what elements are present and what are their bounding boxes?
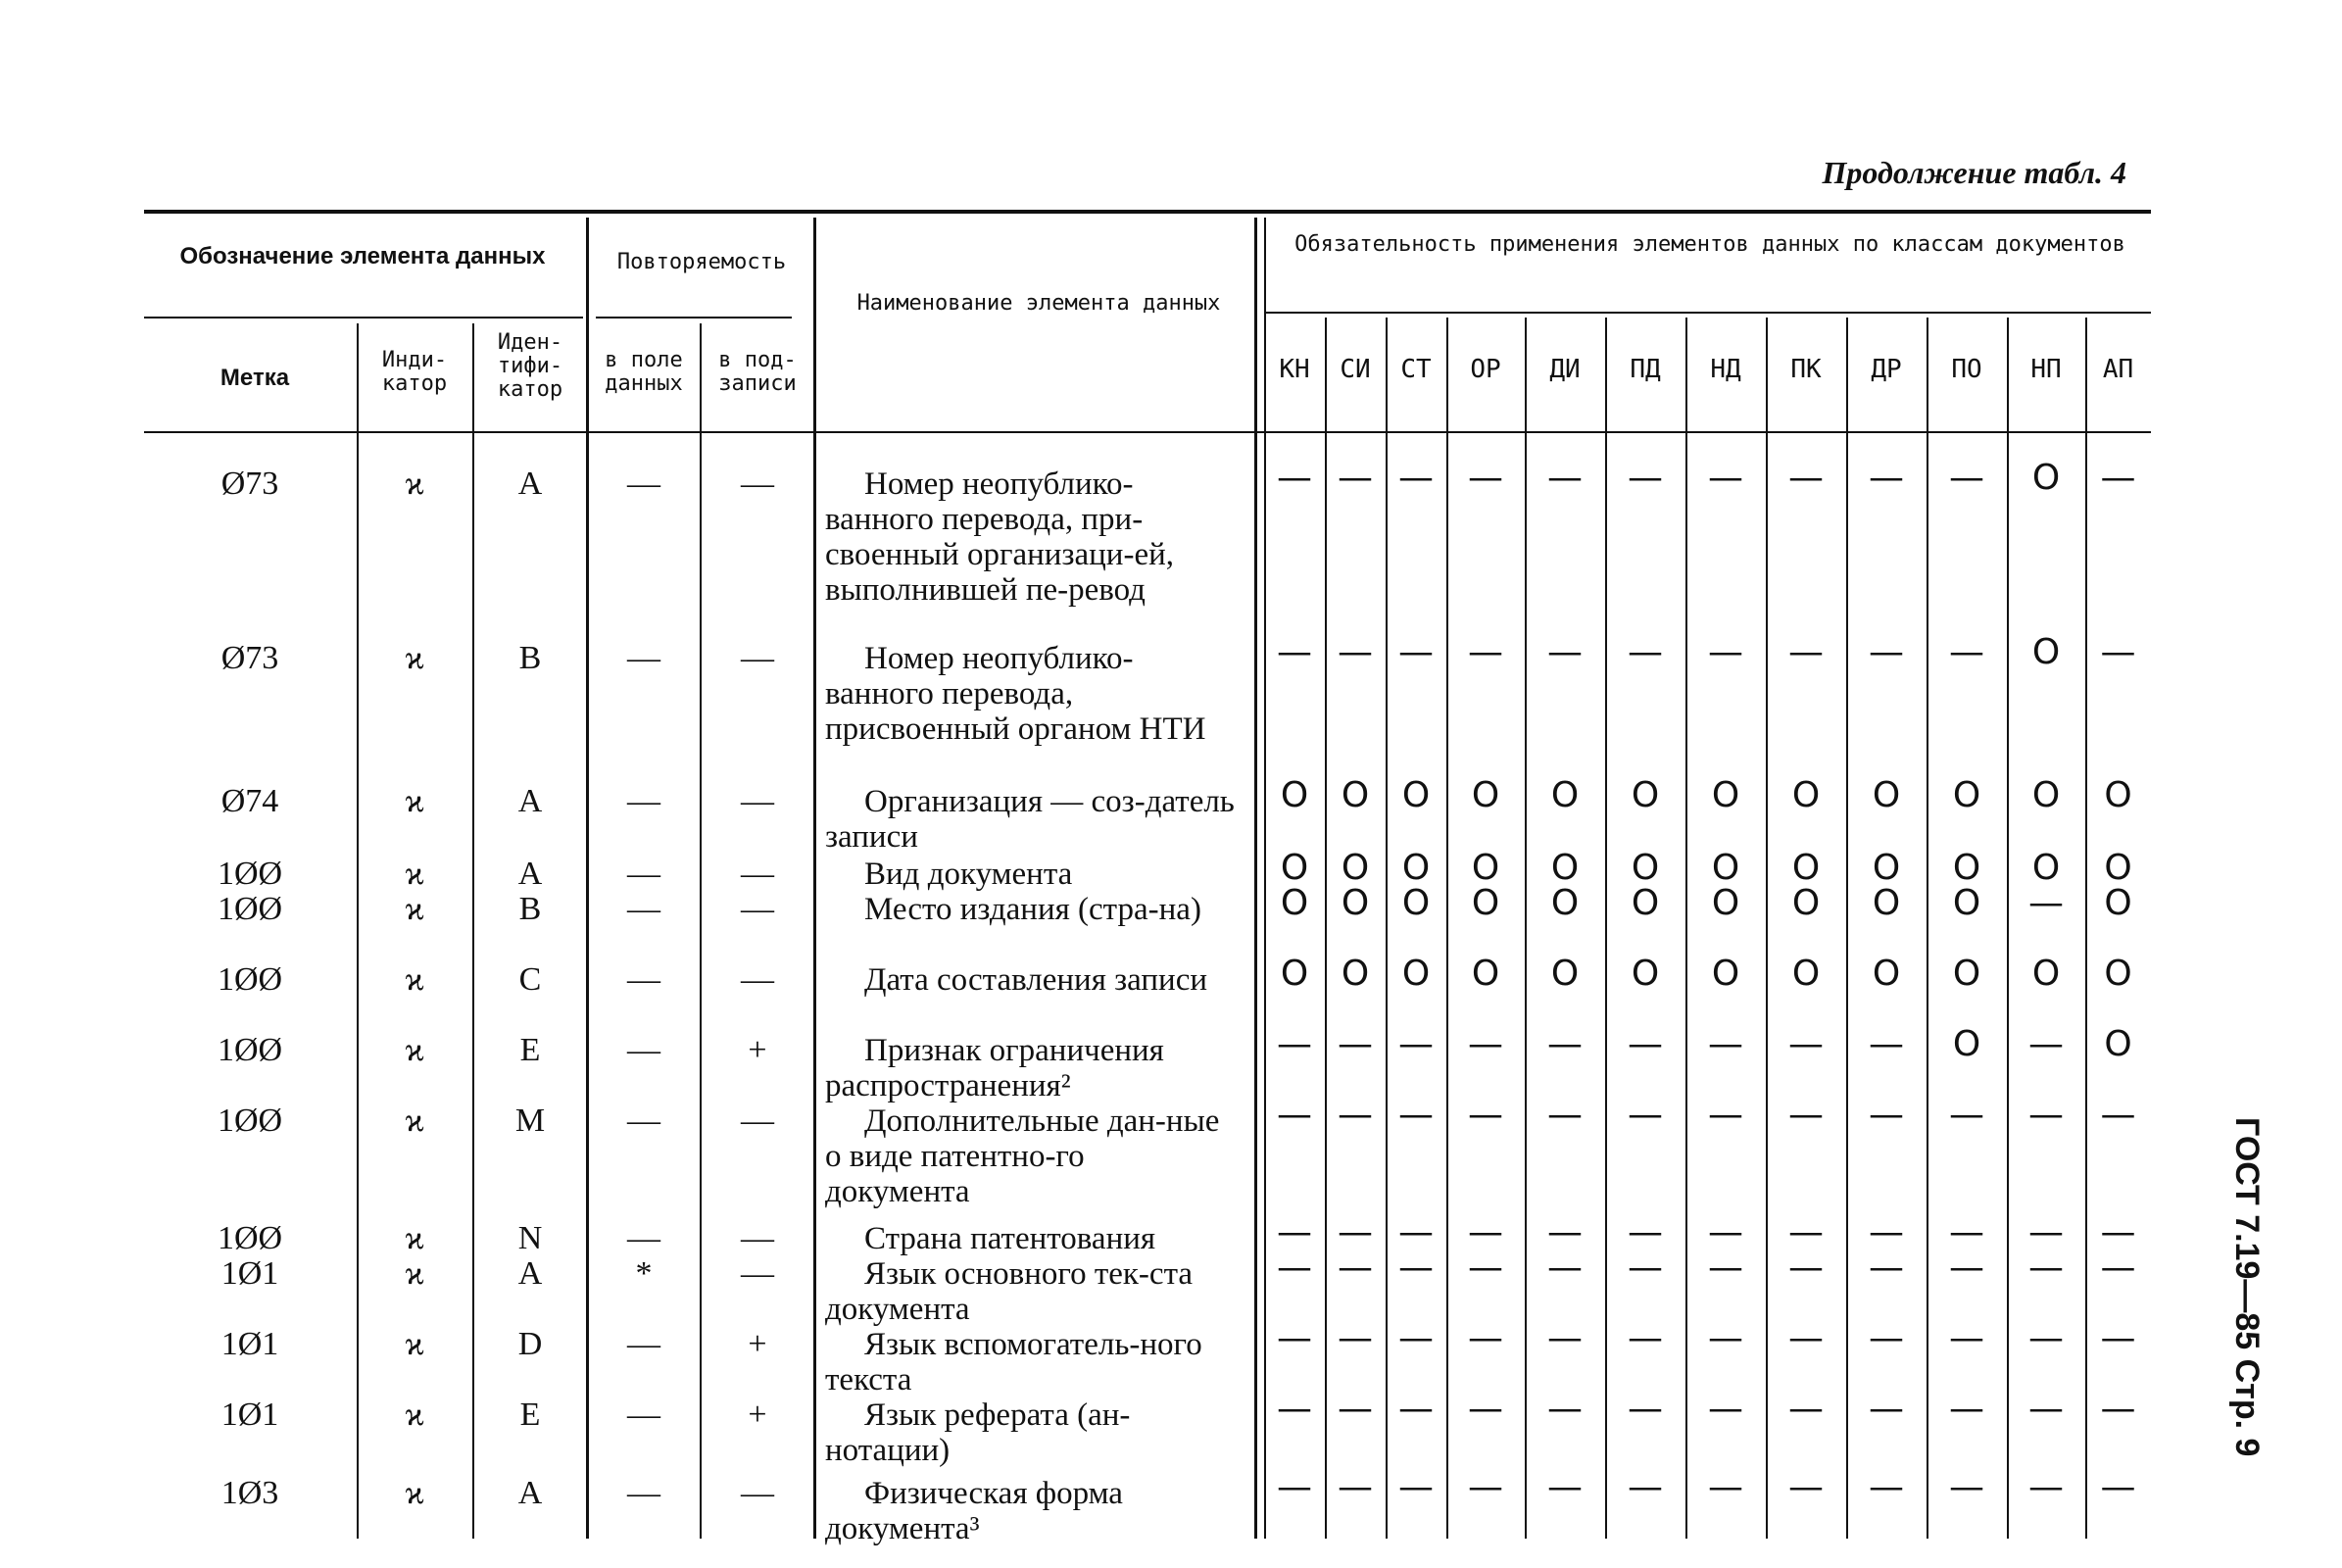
- class-mark: —: [1547, 1389, 1583, 1429]
- class-mark: О: [1550, 848, 1580, 888]
- cell-label: 1ØØ: [217, 961, 283, 998]
- cell-label: 1Ø1: [220, 1326, 279, 1362]
- class-mark: —: [1708, 632, 1743, 672]
- class-mark: —: [1277, 1389, 1312, 1429]
- class-header: ПО: [1951, 355, 1982, 384]
- header-designation: Обозначение элемента данных: [179, 243, 546, 270]
- class-mark: О: [1631, 883, 1660, 923]
- class-header: ОР: [1470, 355, 1501, 384]
- class-mark: О: [1791, 848, 1821, 888]
- class-mark: О: [1872, 954, 1901, 994]
- class-mark: —: [1949, 1389, 1984, 1429]
- cell-repeat-field: —: [627, 1220, 660, 1256]
- class-mark: —: [1277, 1212, 1312, 1252]
- class-mark: —: [1788, 1248, 1824, 1288]
- class-mark: —: [1547, 1318, 1583, 1358]
- class-mark: —: [1949, 1467, 1984, 1507]
- class-mark: О: [1280, 848, 1309, 888]
- cell-element-name: Дополнительные дан-ные о виде патентно-го документа: [825, 1103, 1220, 1209]
- obligation-underline: [1264, 312, 2151, 314]
- cell-repeat-subrecord: —: [741, 1102, 774, 1139]
- class-header: ПД: [1630, 355, 1661, 384]
- header-element-name: Наименование элемента данных: [856, 291, 1221, 316]
- class-mark: —: [1869, 1318, 1904, 1358]
- class-mark: —: [1869, 1095, 1904, 1135]
- class-mark: О: [1631, 848, 1660, 888]
- class-mark: О: [1401, 848, 1431, 888]
- class-mark: —: [1708, 1389, 1743, 1429]
- class-mark: —: [2100, 632, 2136, 672]
- class-header: НД: [1710, 355, 1741, 384]
- cell-element-name: Номер неопублико-ванного перевода, присвоенный органом НТИ: [825, 641, 1206, 747]
- header-repeatability: Повторяемость: [616, 250, 787, 274]
- class-mark: —: [2028, 1095, 2064, 1135]
- class-mark: —: [1398, 1389, 1434, 1429]
- class-mark: О: [1550, 883, 1580, 923]
- class-mark: —: [1628, 1318, 1663, 1358]
- class-mark: —: [1708, 1095, 1743, 1135]
- cell-repeat-subrecord: —: [741, 856, 774, 892]
- class-mark: —: [2028, 1389, 2064, 1429]
- class-mark: О: [2031, 775, 2061, 815]
- cell-indicator: ϰ: [405, 1255, 424, 1292]
- cell-element-name: Язык основного тек-ста документа: [825, 1256, 1194, 1327]
- cell-repeat-field: —: [627, 1032, 660, 1068]
- class-mark: —: [2100, 458, 2136, 498]
- table-top-rule: [144, 210, 2151, 214]
- class-mark: О: [1341, 954, 1370, 994]
- header-label: Метка: [220, 365, 290, 391]
- class-mark: —: [1468, 1212, 1503, 1252]
- class-mark: О: [1550, 775, 1580, 815]
- cell-repeat-subrecord: +: [748, 1396, 767, 1433]
- class-mark: —: [1628, 1024, 1663, 1064]
- repeatability-underline: [596, 317, 792, 318]
- class-mark: —: [1338, 1467, 1373, 1507]
- cell-identifier: E: [519, 1032, 541, 1068]
- class-mark: —: [1398, 1024, 1434, 1064]
- cell-indicator: ϰ: [405, 856, 424, 892]
- class-header: АП: [2102, 355, 2134, 384]
- cell-label: 1Ø3: [220, 1475, 279, 1511]
- cell-repeat-field: —: [627, 783, 660, 819]
- cell-element-name: Вид документа: [864, 857, 1073, 892]
- header-identifier: Иден- тифи- катор: [497, 330, 563, 402]
- class-mark: —: [1398, 1248, 1434, 1288]
- cell-repeat-subrecord: —: [741, 1255, 774, 1292]
- class-mark: О: [1401, 954, 1431, 994]
- cell-repeat-subrecord: —: [741, 1220, 774, 1256]
- designation-underline: [144, 317, 583, 318]
- class-mark: —: [1869, 1212, 1904, 1252]
- header-in-field: в поле данных: [605, 348, 683, 396]
- class-mark: —: [1468, 1248, 1503, 1288]
- class-mark: —: [2100, 1095, 2136, 1135]
- class-mark: —: [1708, 1318, 1743, 1358]
- col-divider-name-left: [813, 218, 816, 1539]
- class-mark: —: [1338, 1024, 1373, 1064]
- cell-element-name: Страна патентования: [864, 1221, 1156, 1256]
- class-mark: —: [1949, 1248, 1984, 1288]
- cell-repeat-subrecord: —: [741, 466, 774, 502]
- cell-repeat-field: —: [627, 891, 660, 927]
- class-mark: —: [1277, 1248, 1312, 1288]
- class-mark: —: [2100, 1467, 2136, 1507]
- class-mark: —: [1628, 1467, 1663, 1507]
- cell-repeat-field: —: [627, 1396, 660, 1433]
- class-mark: О: [2104, 883, 2132, 923]
- cell-element-name: Признак ограничения распространения²: [825, 1033, 1164, 1103]
- cell-label: 1ØØ: [217, 1032, 283, 1068]
- class-mark: —: [1788, 632, 1824, 672]
- class-mark: —: [1869, 632, 1904, 672]
- header-in-subrecord: в под- записи: [718, 348, 797, 396]
- class-mark: —: [1628, 632, 1663, 672]
- class-mark: —: [1708, 1467, 1743, 1507]
- class-mark: —: [1468, 632, 1503, 672]
- cell-repeat-subrecord: —: [741, 1475, 774, 1511]
- cell-element-name: Место издания (стра-на): [864, 892, 1201, 927]
- cell-indicator: ϰ: [405, 1326, 424, 1362]
- class-mark: —: [1338, 1318, 1373, 1358]
- cell-identifier: N: [517, 1220, 543, 1256]
- class-mark: О: [2031, 848, 2061, 888]
- cell-repeat-subrecord: —: [741, 961, 774, 998]
- class-mark: —: [2100, 1389, 2136, 1429]
- class-mark: О: [1791, 883, 1821, 923]
- class-mark: —: [1788, 1095, 1824, 1135]
- class-mark: О: [1872, 775, 1901, 815]
- table-caption: Продолжение табл. 4: [1822, 155, 2126, 190]
- class-mark: —: [1338, 632, 1373, 672]
- class-mark: О: [1401, 883, 1431, 923]
- cell-identifier: D: [517, 1326, 543, 1362]
- cell-identifier: B: [518, 891, 542, 927]
- class-mark: —: [1547, 1248, 1583, 1288]
- class-mark: О: [2031, 458, 2061, 498]
- cell-identifier: C: [518, 961, 542, 998]
- class-mark: О: [1711, 883, 1740, 923]
- class-mark: —: [1788, 1318, 1824, 1358]
- class-mark: О: [1952, 1024, 1981, 1064]
- class-mark: О: [1280, 883, 1309, 923]
- cell-indicator: ϰ: [405, 1396, 424, 1433]
- class-mark: —: [2028, 1212, 2064, 1252]
- cell-identifier: A: [517, 1255, 543, 1292]
- class-mark: О: [2031, 954, 2061, 994]
- class-mark: О: [1341, 775, 1370, 815]
- cell-repeat-field: —: [627, 1475, 660, 1511]
- cell-indicator: ϰ: [405, 466, 424, 502]
- class-mark: —: [2028, 1467, 2064, 1507]
- cell-label: 1ØØ: [217, 1102, 283, 1139]
- cell-element-name: Язык вспомогатель-ного текста: [825, 1327, 1202, 1397]
- class-mark: —: [1277, 632, 1312, 672]
- cell-indicator: ϰ: [405, 1102, 424, 1139]
- class-mark: О: [2104, 954, 2132, 994]
- class-mark: —: [1398, 1212, 1434, 1252]
- class-mark: —: [1547, 1024, 1583, 1064]
- class-mark: О: [1401, 775, 1431, 815]
- class-mark: —: [1338, 1212, 1373, 1252]
- class-mark: —: [1869, 1248, 1904, 1288]
- class-mark: О: [1791, 775, 1821, 815]
- class-mark: —: [1398, 458, 1434, 498]
- cell-indicator: ϰ: [405, 1032, 424, 1068]
- class-mark: —: [1468, 1095, 1503, 1135]
- cell-label: 1ØØ: [217, 1220, 283, 1256]
- class-mark: —: [1547, 1095, 1583, 1135]
- class-mark: —: [1277, 1024, 1312, 1064]
- class-mark: О: [1952, 775, 1981, 815]
- class-mark: —: [1468, 1467, 1503, 1507]
- class-mark: —: [1398, 632, 1434, 672]
- class-mark: —: [1547, 458, 1583, 498]
- class-mark: О: [1711, 775, 1740, 815]
- cell-repeat-subrecord: +: [748, 1326, 767, 1362]
- class-mark: —: [2100, 1318, 2136, 1358]
- class-mark: —: [1788, 458, 1824, 498]
- class-mark: —: [1277, 1318, 1312, 1358]
- class-mark: —: [1708, 1212, 1743, 1252]
- class-mark: —: [2028, 1318, 2064, 1358]
- class-mark: —: [1708, 1248, 1743, 1288]
- col-divider-name-right: [1254, 218, 1257, 1539]
- cell-element-name: Организация — соз-датель записи: [825, 784, 1235, 855]
- side-running-head: ГОСТ 7.19—85 Стр. 9: [2228, 1117, 2266, 1457]
- class-mark: О: [1711, 954, 1740, 994]
- class-mark: —: [1708, 1024, 1743, 1064]
- class-mark: О: [1872, 883, 1901, 923]
- class-mark: О: [1711, 848, 1740, 888]
- class-mark: О: [2104, 848, 2132, 888]
- class-mark: —: [1468, 1318, 1503, 1358]
- class-mark: —: [1628, 1389, 1663, 1429]
- class-mark: —: [1468, 1389, 1503, 1429]
- class-mark: О: [1550, 954, 1580, 994]
- class-mark: —: [2028, 1248, 2064, 1288]
- class-header: ДИ: [1549, 355, 1581, 384]
- cell-identifier: A: [517, 783, 543, 819]
- class-mark: —: [1788, 1212, 1824, 1252]
- class-header: НП: [2030, 355, 2062, 384]
- class-mark: —: [1338, 1248, 1373, 1288]
- class-mark: —: [1628, 1248, 1663, 1288]
- cell-identifier: M: [514, 1102, 546, 1139]
- cell-identifier: B: [518, 640, 542, 676]
- cell-identifier: A: [517, 1475, 543, 1511]
- cell-element-name: Физическая форма документа³: [825, 1476, 1123, 1546]
- header-indicator: Инди- катор: [381, 348, 448, 396]
- cell-repeat-field: —: [627, 961, 660, 998]
- class-mark: —: [1277, 1095, 1312, 1135]
- cell-identifier: A: [517, 466, 543, 502]
- class-mark: О: [1791, 954, 1821, 994]
- class-mark: —: [1628, 1212, 1663, 1252]
- class-mark: —: [1398, 1095, 1434, 1135]
- class-mark: О: [1280, 775, 1309, 815]
- cell-label: 1ØØ: [217, 891, 283, 927]
- class-mark: —: [1949, 1318, 1984, 1358]
- col-divider-indicator: [472, 323, 474, 1539]
- class-mark: —: [1277, 458, 1312, 498]
- class-mark: —: [1628, 458, 1663, 498]
- cell-label: Ø73: [220, 466, 279, 502]
- class-mark: —: [1949, 1095, 1984, 1135]
- class-mark: О: [1631, 954, 1660, 994]
- class-mark: О: [2104, 1024, 2132, 1064]
- class-mark: —: [1547, 1467, 1583, 1507]
- class-mark: —: [1788, 1467, 1824, 1507]
- class-header: КН: [1279, 355, 1310, 384]
- class-mark: —: [1398, 1467, 1434, 1507]
- class-mark: —: [1949, 632, 1984, 672]
- cell-label: Ø74: [220, 783, 279, 819]
- class-mark: О: [2104, 775, 2132, 815]
- cell-element-name: Язык реферата (ан-нотации): [825, 1397, 1131, 1468]
- cell-repeat-subrecord: —: [741, 891, 774, 927]
- header-obligation: Обязательность применения элементов данных по классам документов: [1294, 232, 2125, 257]
- cell-repeat-field: *: [635, 1255, 653, 1292]
- class-mark: О: [1471, 954, 1500, 994]
- class-mark: —: [2028, 883, 2064, 923]
- class-mark: —: [1949, 1212, 1984, 1252]
- cell-repeat-field: —: [627, 466, 660, 502]
- class-mark: О: [1631, 775, 1660, 815]
- cell-indicator: ϰ: [405, 961, 424, 998]
- class-mark: О: [1952, 954, 1981, 994]
- class-mark: О: [1280, 954, 1309, 994]
- cell-indicator: ϰ: [405, 640, 424, 676]
- class-header: ДР: [1871, 355, 1902, 384]
- cell-label: Ø73: [220, 640, 279, 676]
- col-divider-repeat: [700, 323, 702, 1539]
- class-mark: —: [1628, 1095, 1663, 1135]
- cell-repeat-field: —: [627, 640, 660, 676]
- cell-indicator: ϰ: [405, 1220, 424, 1256]
- header-bottom-rule: [144, 431, 2151, 433]
- class-mark: О: [1872, 848, 1901, 888]
- class-mark: О: [1471, 775, 1500, 815]
- cell-repeat-field: —: [627, 1326, 660, 1362]
- class-mark: —: [1949, 458, 1984, 498]
- class-mark: О: [1952, 848, 1981, 888]
- class-mark: О: [1341, 883, 1370, 923]
- class-mark: —: [1338, 458, 1373, 498]
- class-mark: —: [1869, 458, 1904, 498]
- cell-identifier: A: [517, 856, 543, 892]
- cell-repeat-subrecord: —: [741, 783, 774, 819]
- cell-repeat-subrecord: +: [748, 1032, 767, 1068]
- class-mark: —: [1277, 1467, 1312, 1507]
- class-mark: —: [1869, 1467, 1904, 1507]
- class-mark: —: [1468, 458, 1503, 498]
- class-mark: О: [1341, 848, 1370, 888]
- class-mark: —: [1788, 1389, 1824, 1429]
- class-mark: О: [1952, 883, 1981, 923]
- class-mark: —: [2100, 1248, 2136, 1288]
- cell-label: 1Ø1: [220, 1396, 279, 1433]
- class-mark: О: [1471, 848, 1500, 888]
- cell-label: 1ØØ: [217, 856, 283, 892]
- class-mark: —: [1708, 458, 1743, 498]
- class-mark: —: [1398, 1318, 1434, 1358]
- cell-identifier: E: [519, 1396, 541, 1433]
- class-header: СИ: [1340, 355, 1371, 384]
- class-mark: —: [2028, 1024, 2064, 1064]
- cell-label: 1Ø1: [220, 1255, 279, 1292]
- cell-indicator: ϰ: [405, 1475, 424, 1511]
- class-mark: —: [1869, 1389, 1904, 1429]
- class-mark: —: [1869, 1024, 1904, 1064]
- class-mark: —: [1338, 1095, 1373, 1135]
- class-mark: —: [1547, 1212, 1583, 1252]
- cell-element-name: Номер неопублико-ванного перевода, при-своенный организаци-ей, выполнившей пе-ревод: [825, 466, 1175, 608]
- class-mark: О: [2031, 632, 2061, 672]
- cell-repeat-subrecord: —: [741, 640, 774, 676]
- cell-repeat-field: —: [627, 856, 660, 892]
- col-divider-label: [357, 323, 359, 1539]
- class-mark: —: [1338, 1389, 1373, 1429]
- cell-element-name: Дата составления записи: [864, 962, 1207, 998]
- class-mark: —: [1788, 1024, 1824, 1064]
- cell-indicator: ϰ: [405, 891, 424, 927]
- class-mark: —: [1468, 1024, 1503, 1064]
- cell-indicator: ϰ: [405, 783, 424, 819]
- class-mark: —: [1547, 632, 1583, 672]
- class-mark: —: [2100, 1212, 2136, 1252]
- cell-repeat-field: —: [627, 1102, 660, 1139]
- class-mark: О: [1471, 883, 1500, 923]
- col-divider-identifier: [586, 218, 589, 1539]
- class-header: СТ: [1400, 355, 1432, 384]
- class-header: ПК: [1790, 355, 1822, 384]
